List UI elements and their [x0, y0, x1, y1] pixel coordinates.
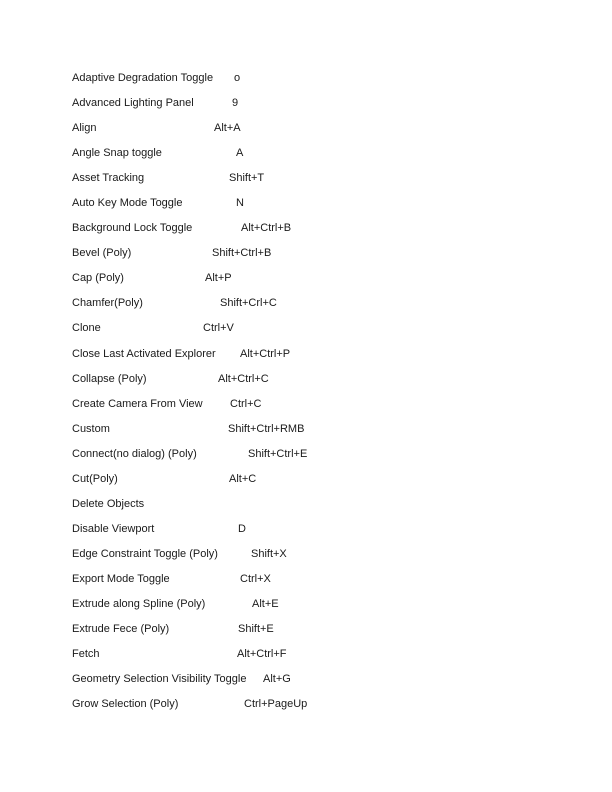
command-name: Asset Tracking [72, 172, 145, 185]
shortcut-row [72, 220, 542, 245]
shortcut-row [72, 671, 542, 696]
shortcut-row [72, 245, 542, 270]
shortcut-row [72, 646, 542, 671]
shortcut-row [72, 521, 542, 546]
shortcut-row [72, 95, 542, 120]
shortcut-row [72, 195, 542, 220]
shortcut-row [72, 571, 542, 596]
command-name: Extrude Fece (Poly) [72, 623, 170, 636]
command-name: Connect(no dialog) (Poly) [72, 447, 197, 460]
shortcut-row [72, 270, 542, 295]
shortcut-key: Alt+A [214, 122, 241, 135]
shortcut-key: Ctrl+C [230, 397, 262, 410]
command-name: Disable Viewport [72, 522, 155, 535]
shortcut-key: 9 [232, 97, 239, 110]
command-name: Geometry Selection Visibility Toggle [72, 673, 247, 686]
shortcut-key: Alt+Ctrl+P [240, 347, 291, 360]
shortcut-key: Alt+C [229, 472, 257, 485]
shortcut-row [72, 421, 542, 446]
command-name: Angle Snap toggle [72, 147, 162, 160]
shortcut-row [72, 546, 542, 571]
command-name: Custom [72, 422, 110, 435]
shortcut-key: Shift+E [238, 623, 274, 636]
command-name: Bevel (Poly) [72, 247, 132, 260]
shortcut-key: N [236, 197, 244, 210]
shortcut-key: Ctrl+V [203, 322, 234, 335]
shortcut-key: D [238, 522, 246, 535]
shortcut-key: Ctrl+X [240, 572, 271, 585]
shortcut-key: Shift+Ctrl+RMB [228, 422, 305, 435]
command-name: Collapse (Poly) [72, 372, 147, 385]
shortcut-row [72, 396, 542, 421]
command-name: Background Lock Toggle [72, 222, 193, 235]
shortcut-key: A [236, 147, 244, 160]
shortcut-key: Shift+Crl+C [220, 297, 277, 310]
command-name: Extrude along Spline (Poly) [72, 597, 206, 610]
command-name: Grow Selection (Poly) [72, 698, 179, 711]
shortcut-key: Alt+Ctrl+B [241, 222, 292, 235]
command-name: Align [72, 122, 97, 135]
command-name: Delete Objects [72, 497, 145, 510]
shortcut-row [72, 446, 542, 471]
shortcut-key: Shift+Ctrl+B [212, 247, 272, 260]
shortcut-key: Ctrl+PageUp [244, 698, 308, 711]
shortcut-row [72, 70, 542, 95]
command-name: Adaptive Degradation Toggle [72, 72, 214, 84]
shortcut-row [72, 320, 542, 345]
shortcut-key: Shift+T [229, 172, 265, 185]
command-name: Cut(Poly) [72, 472, 118, 485]
shortcut-key: Alt+E [252, 597, 279, 610]
shortcut-key: Alt+Ctrl+F [237, 648, 287, 661]
shortcut-list [72, 70, 542, 721]
command-name: Clone [72, 322, 101, 335]
command-name: Create Camera From View [72, 397, 203, 410]
command-name: Export Mode Toggle [72, 572, 170, 585]
shortcut-key: Alt+P [205, 272, 232, 285]
shortcut-row [72, 120, 542, 145]
shortcut-row [72, 496, 542, 521]
shortcut-row [72, 371, 542, 396]
shortcut-row [72, 471, 542, 496]
shortcut-key: Alt+G [263, 673, 291, 686]
command-name: Edge Constraint Toggle (Poly) [72, 547, 218, 560]
command-name: Fetch [72, 648, 100, 661]
command-name: Advanced Lighting Panel [72, 97, 194, 110]
command-name: Close Last Activated Explorer [72, 347, 216, 360]
command-name: Cap (Poly) [72, 272, 124, 285]
shortcut-row [72, 346, 542, 371]
shortcut-row [72, 170, 542, 195]
shortcut-key: o [234, 72, 241, 84]
shortcut-key: Shift+X [251, 547, 287, 560]
shortcut-key: Shift+Ctrl+E [248, 447, 308, 460]
shortcut-row [72, 596, 542, 621]
shortcut-row [72, 696, 542, 721]
shortcut-row [72, 145, 542, 170]
shortcut-row [72, 621, 542, 646]
shortcut-key: Alt+Ctrl+C [218, 372, 269, 385]
shortcut-row [72, 295, 542, 320]
command-name: Chamfer(Poly) [72, 297, 143, 310]
command-name: Auto Key Mode Toggle [72, 197, 183, 210]
